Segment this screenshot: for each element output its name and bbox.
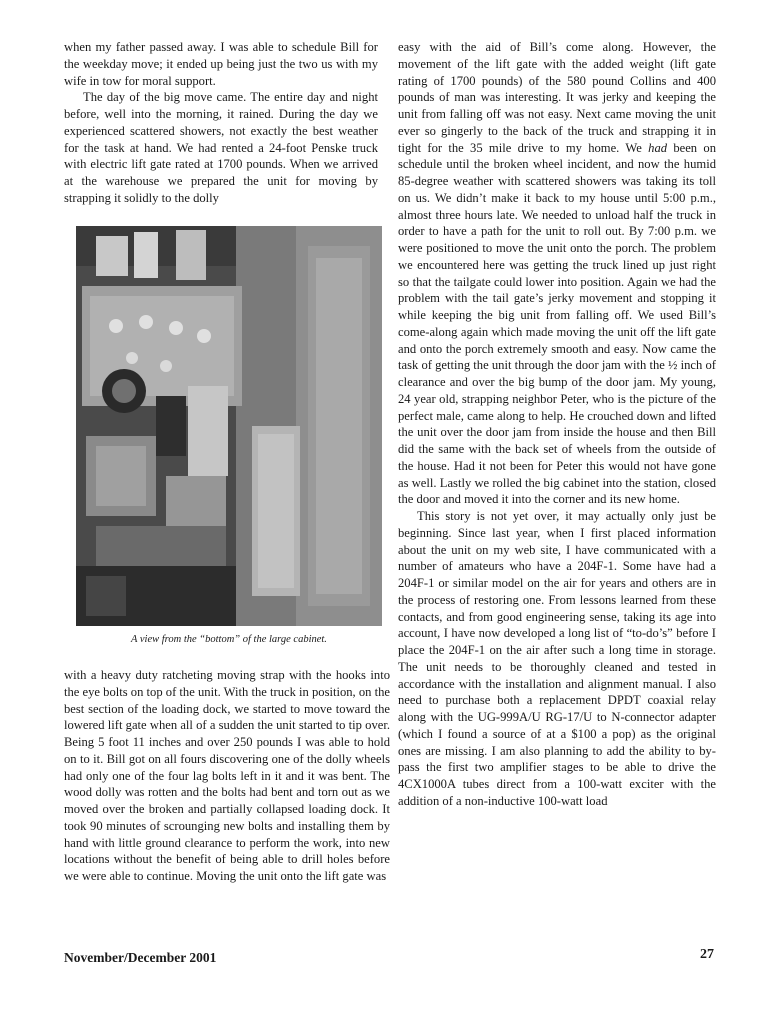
issue-date: November/December 2001 — [64, 950, 217, 965]
left-column-bottom — [64, 667, 390, 885]
left-column-top — [64, 39, 378, 207]
paragraph: The day of the big move came. The entire day and night before, well into the morning, it rained. During the day we experienced scattered showers, not exactly the best weather for the task at hand. We had rented a 24-foot Penske truck with electric lift gate rated at 1700 pounds. When we arrived at the warehouse we prepared the unit for moving by strapping it solidly to the dolly — [64, 90, 378, 205]
cabinet-photo — [76, 226, 382, 626]
paragraph: when my father passed away. I was able to schedule Bill for the weekday move; it ended up being just the two us with my wife in tow for moral support. — [64, 40, 378, 88]
text-run: been on schedule until the broken wheel incident, and now the humid 85-degree weather with scattered showers was taking its toll on us. We didn’t make it back to my house until 5:00 p.m., almost three hours late. We needed to unload half the truck in order to have a path for the unit to roll out. By 7:00 p.m. we were positioned to move the unit onto the porch. The problem we encountered here was getting the truck lined up just right so that the tailgate could lower into position. Again we had the problem with the tail gate’s jerky movement and stopping it while keeping the big unit from falling off. We used Bill’s come-along again which made moving the unit off the lift gate and onto the porch extremely smooth and easy. Now came the task of getting the unit through the door jam with the ½ inch of clearance and over the big bump of the door jam. My young, 24 year old, strapping neighbor Peter, who is the picture of the perfect male, came along to help. He crouched down and lifted the unit over the door jam from inside the house and then Bill did the same with the back set of wheels from the outside of the house. Had it not been for Peter this would not have gone as well. Lastly we rolled the big cabinet into the station, closed the door and moved it into the corner and its new home. — [398, 140, 716, 507]
page-number: 27 — [700, 947, 714, 962]
right-column — [398, 39, 716, 810]
paragraph — [398, 39, 716, 508]
paragraph: This story is not yet over, it may actually only just be beginning. Since last year, when I first placed information about the unit on my web site, I have communicated with a number of amateurs who have a 204F-1. Some have had a 204F-1 or similar model on the air for years and others are in the process of restoring one. From lessons learned from these contacts, and from good engineering sense, taking its age into account, I have now developed a long list of “to-do’s” before I place the 204F-1 on the air after such a long time in storage. The unit needs to be thoroughly cleaned and tested in accordance with the installation and alignment manual. I also need to purchase both a replacement DPDT coaxial relay along with the UG-999A/U RG-17/U to N-connector adapter (which I found a source of at a $100 a pop) as the original ones are missing. I am also planning to add the ability to by-pass the first two amplifier stages to be able to drive the 4CX1000A tubes direct from a 100-watt exciter with the addition of a non-inductive 100-watt load — [398, 509, 716, 808]
paragraph: with a heavy duty ratcheting moving strap with the hooks into the eye bolts on top of the unit. With the truck in position, on the best section of the loading dock, we started to move toward the lowered lift gate when all of a sudden the unit started to tip over. Being 5 foot 11 inches and over 250 pounds I was able to hold on to it. Bill got on all fours discovering one of the dolly wheels had only one of the four lag bolts left in it and it was bent. The wood dolly was rotten and the bolts had bent and torn out as we moved over the broken and partially collapsed loading dock. It took 90 minutes of scrounging new bolts and installing them by hand with little ground clearance to perform the work, into new locations without the benefit of being able to drill holes before we were able to continue. Moving the unit onto the lift gate was — [64, 668, 390, 883]
photo-caption: A view from the “bottom” of the large cabinet. — [131, 634, 327, 645]
cabinet-interior-image — [76, 226, 382, 626]
emphasis-had: had — [648, 140, 668, 155]
text-run: easy with the aid of Bill’s come along. However, the movement of the lift gate with the added weight (lift gate rating of 1700 pounds) of the 580 pound Collins and 400 pounds of man was interesting. It was jerky and keeping the unit from falling off was not easy. Next came moving the unit ever so gingerly to the back of the truck and strapping it in tight for the 35 mile drive to my home. We — [398, 40, 716, 155]
